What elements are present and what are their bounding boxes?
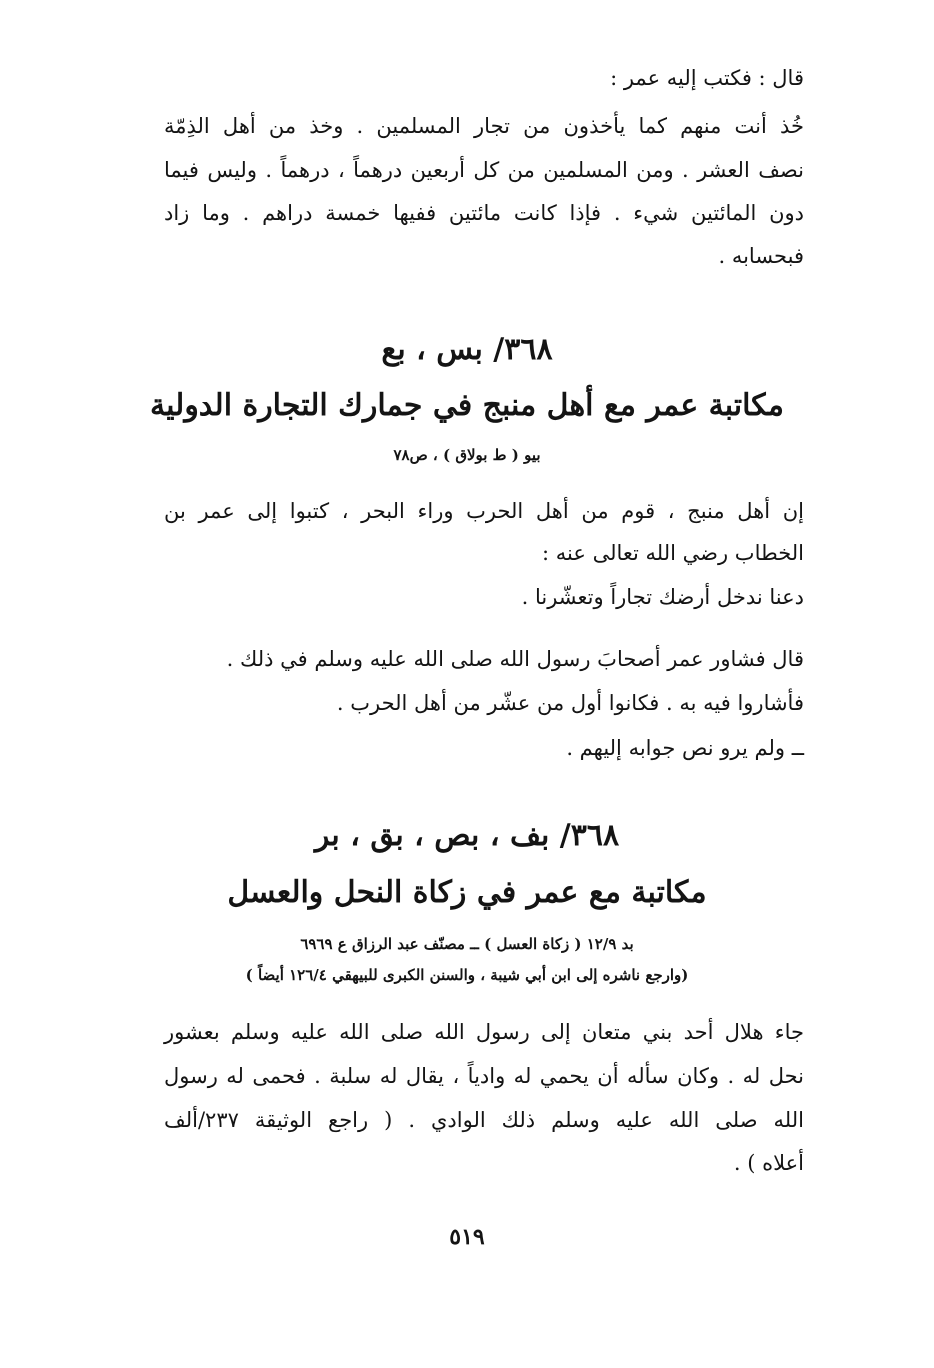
page-number: ٥١٩: [449, 1224, 485, 1250]
text-line: جاء هلال أحد بني متعان إلى رسول الله صلى الله عليه وسلم بعشور: [164, 1020, 804, 1044]
source-citation: بيو ( ط بولاق ) ، ص٧٨: [393, 446, 541, 464]
text-line: قال : فكتب إليه عمر :: [610, 66, 804, 90]
text-line: دون المائتين شيء . فإذا كانت مائتين ففيها خمسة دراهم . وما زاد: [164, 201, 804, 225]
text-line: فبحسابه .: [718, 244, 804, 268]
section-number: ٣٦٨/ بس ، بع: [381, 332, 553, 367]
text-line: خُذ أنت منهم كما يأخذون من تجار المسلمين . وخذ من أهل الذِمّة: [164, 114, 804, 138]
text-line: أعلاه ) .: [733, 1151, 804, 1175]
text-line: نحل له . وكان سأله أن يحمي له وادياً ، يقال له سلبة . فحمى له رسول: [164, 1064, 804, 1088]
section-title: مكاتبة عمر مع أهل منبج في جمارك التجارة الدولية: [150, 388, 784, 423]
text-line: فأشاروا فيه به . فكانوا أول من عشّر من أهل الحرب .: [336, 691, 804, 715]
text-line: ــ ولم يرو نص جوابه إليهم .: [566, 736, 804, 760]
text-line: الخطاب رضي الله تعالى عنه :: [542, 541, 804, 565]
text-line: قال فشاور عمر أصحابَ رسول الله صلى الله عليه وسلم في ذلك .: [226, 647, 804, 671]
section-number: ٣٦٨/ بف ، بص ، بق ، بر: [314, 818, 620, 853]
section-title: مكاتبة مع عمر في زكاة النحل والعسل: [227, 875, 707, 910]
text-line: نصف العشر . ومن المسلمين من كل أربعين درهماً ، درهماً . وليس فيما: [164, 158, 804, 182]
text-line: الله صلى الله عليه وسلم ذلك الوادي . ( راجع الوثيقة ٢٣٧/ألف: [164, 1108, 804, 1132]
source-citation: بد ١٢/٩ ( زكاة العسل ) ــ مصنّف عبد الرزاق ع ٦٩٦٩: [300, 935, 634, 953]
source-citation: (وارجع ناشره إلى ابن أبي شيبة ، والسنن الكبرى للبيهقي ١٢٦/٤ أيضاً ): [245, 966, 689, 984]
text-line: دعنا ندخل أرضك تجاراً وتعشّرنا .: [521, 585, 804, 609]
text-line: إن أهل منبج ، قوم من أهل الحرب وراء البحر ، كتبوا إلى عمر بن: [164, 499, 804, 523]
